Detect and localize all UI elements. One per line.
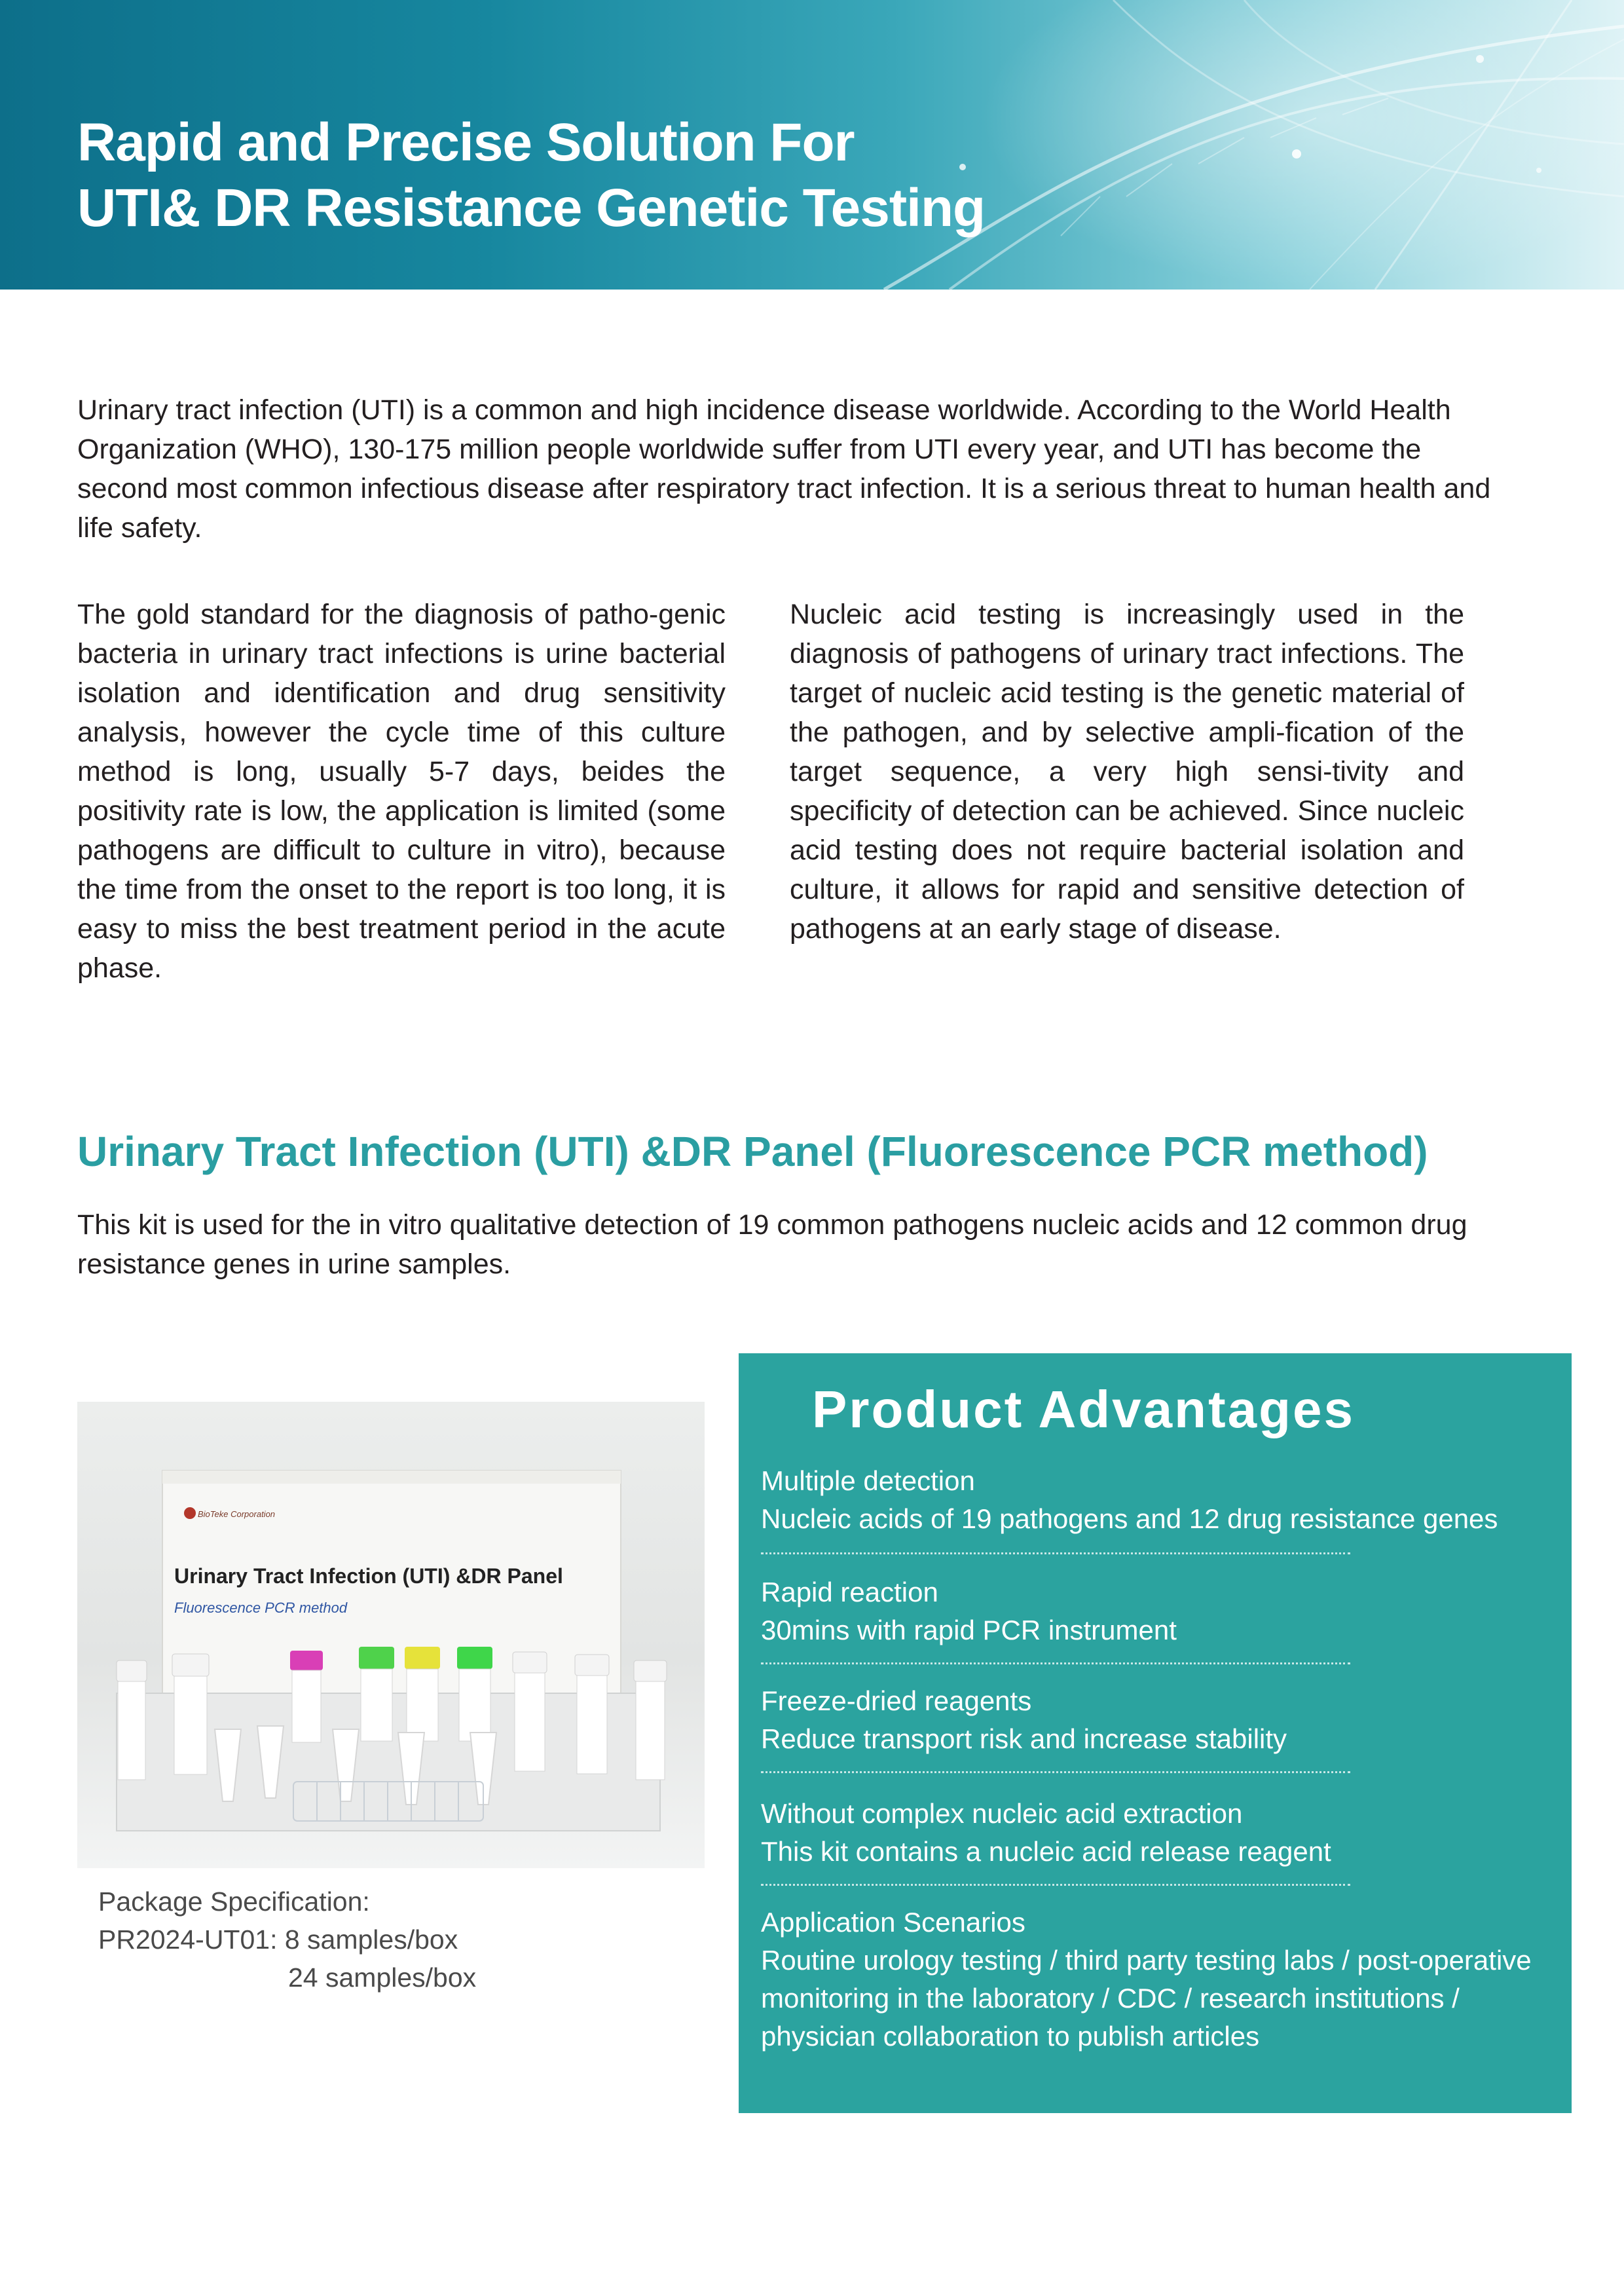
- product-photo: [77, 1402, 705, 1868]
- advantage-item: [761, 1682, 1566, 1758]
- package-line-2: 24 samples/box: [288, 1962, 477, 1993]
- advantage-divider: [761, 1552, 1350, 1554]
- page-title-line-2: UTI& DR Resistance Genetic Testing: [77, 178, 986, 238]
- kit-illustration: [77, 1402, 705, 1868]
- advantage-divider: [761, 1884, 1350, 1886]
- advantages-panel: [739, 1353, 1572, 2113]
- advantages-title: Product Advantages: [812, 1380, 1355, 1438]
- advantage-item: [761, 1462, 1566, 1538]
- advantage-heading: Freeze-dried reagents: [761, 1685, 1032, 1716]
- header-banner: [0, 0, 1624, 290]
- advantage-item: [761, 1903, 1566, 2055]
- package-label: Package Specification:: [98, 1886, 370, 1917]
- kit-box-label: Urinary Tract Infection (UTI) &DR Panel: [174, 1564, 563, 1588]
- right-column-paragraph: Nucleic acid testing is increasingly used in the diagnosis of pathogens of urinary tract infections. The target of nucleic acid testing is the genetic material of the pathogen, and by selective ampli-fication of the target sequence, a very high sensi-tivity and specificity of detection can be achieved. Since nucleic acid testing does not require bacterial isolation and culture, it allows for rapid and sensitive detection of pathogens at an early stage of disease.: [790, 599, 1464, 945]
- page-title-line-1: Rapid and Precise Solution For: [77, 113, 855, 172]
- section-heading: Urinary Tract Infection (UTI) &DR Panel (Fluorescence PCR method): [77, 1128, 1428, 1175]
- page-title: [77, 110, 985, 241]
- advantage-divider: [761, 1771, 1350, 1773]
- package-line-1: PR2024-UT01: 8 samples/box: [98, 1924, 458, 1955]
- kit-description: This kit is used for the in vitro qualitative detection of 19 common pathogens nucleic acids and 12 common drug resistance genes in urine samples.: [77, 1209, 1467, 1280]
- advantage-text: Routine urology testing / third party testing labs / post-operative monitoring in the laboratory / CDC / research institutions / physician collaboration to publish articles: [761, 1945, 1532, 2052]
- advantage-divider: [761, 1662, 1350, 1664]
- left-column-paragraph: The gold standard for the diagnosis of patho-genic bacteria in urinary tract infections is urine bacterial isolation and identification and drug sensitivity analysis, however the cycle time of this culture method is long, usually 5-7 days, beides the positivity rate is low, the application is limited (some pathogens are difficult to culture in vitro), because the time from the onset to the report is too long, it is easy to miss the best treatment period in the acute phase.: [77, 599, 726, 984]
- intro-paragraph: Urinary tract infection (UTI) is a common and high incidence disease worldwide. According to the World Health Organization (WHO), 130-175 million people worldwide suffer from UTI every year, and UTI has become the second most common infectious disease after respiratory tract infection. It is a serious threat to human health and life safety.: [77, 394, 1491, 544]
- advantage-heading: Application Scenarios: [761, 1907, 1025, 1938]
- advantage-item: [761, 1573, 1566, 1649]
- advantage-text: Nucleic acids of 19 pathogens and 12 drug resistance genes: [761, 1503, 1498, 1534]
- advantage-text: 30mins with rapid PCR instrument: [761, 1615, 1177, 1645]
- kit-box-sublabel: Fluorescence PCR method: [174, 1600, 348, 1616]
- advantage-text: This kit contains a nucleic acid release reagent: [761, 1836, 1331, 1867]
- advantage-text: Reduce transport risk and increase stability: [761, 1723, 1287, 1754]
- advantage-heading: Without complex nucleic acid extraction: [761, 1798, 1243, 1829]
- package-specification: [98, 1883, 476, 1997]
- kit-company-name: BioTeke Corporation: [198, 1509, 276, 1519]
- advantage-heading: Rapid reaction: [761, 1577, 938, 1607]
- advantage-heading: Multiple detection: [761, 1465, 975, 1496]
- advantage-item: [761, 1795, 1566, 1871]
